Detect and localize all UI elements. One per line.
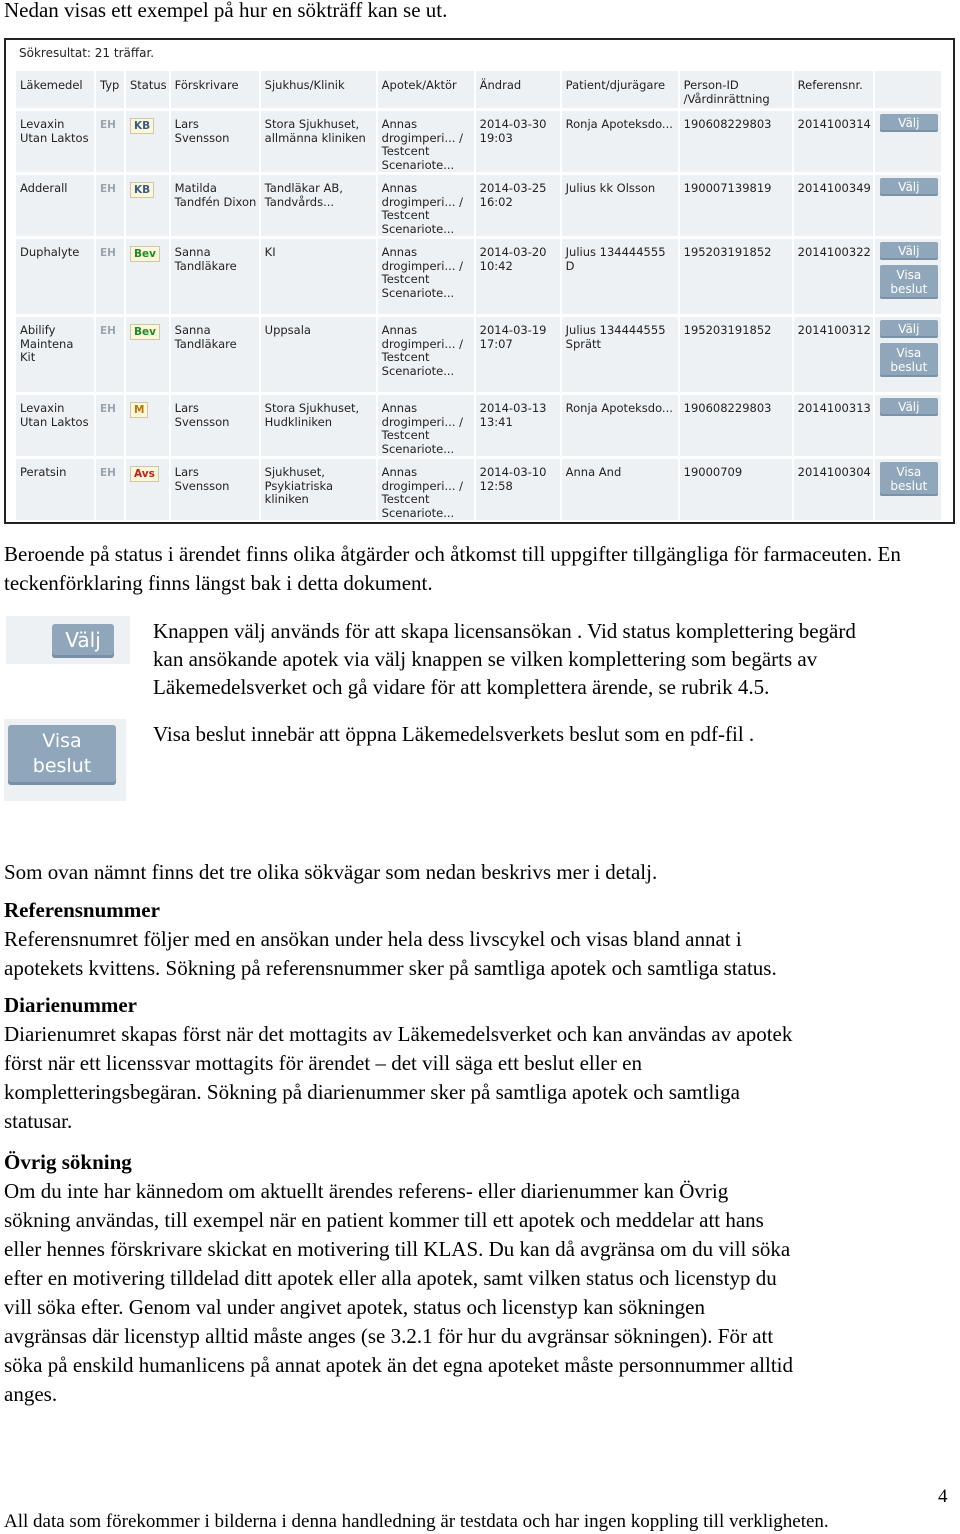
cell-status — [126, 317, 169, 395]
cell-andrad: 2014-03-10 12:58 — [476, 459, 560, 523]
table-row — [16, 317, 941, 395]
cell-sjukhus: Sjukhuset, Psykiatriska kliniken — [261, 459, 376, 523]
cell-forskrivare: Matilda Tandfén Dixon — [171, 175, 259, 239]
status-badge: KB — [130, 118, 154, 134]
cell-patient: Anna And — [562, 459, 678, 523]
section-heading-diarienummer: Diarienummer — [4, 993, 137, 1017]
section-line: söka på enskild humanlicens på annat apotek än det egna apoteket måste personnummer alltid — [4, 1353, 793, 1377]
section-line: kompletteringsbegäran. Sökning på diarienummer sker på samtliga apotek och samtliga — [4, 1080, 740, 1104]
cell-forskrivare: Sanna Tandläkare — [171, 317, 259, 395]
cell-apotek: Annas drogimperi... / Testcent Scenariote... — [378, 111, 474, 175]
column-header[interactable]: Ändrad — [476, 71, 560, 111]
visa-beslut-button[interactable]: Visa beslut — [880, 265, 938, 299]
cell-andrad: 2014-03-19 17:07 — [476, 317, 560, 395]
valj-button[interactable]: Välj — [880, 178, 938, 196]
cell-sjukhus: Stora Sjukhuset, allmänna kliniken — [261, 111, 376, 175]
cell-typ — [96, 175, 124, 239]
cell-status — [126, 239, 169, 317]
column-header[interactable]: Status — [126, 71, 169, 111]
cell-personid: 19000709 — [680, 459, 792, 523]
cell-sjukhus: Stora Sjukhuset, Hudkliniken — [261, 395, 376, 459]
status-badge: M — [130, 402, 148, 418]
valj-button[interactable]: Välj — [880, 242, 938, 260]
column-header — [875, 71, 941, 111]
section-line: eller hennes förskrivare skickat en motivering till KLAS. Du kan då avgränsa om du vill söka — [4, 1237, 791, 1261]
cell-status — [126, 111, 169, 175]
section-line: Om du inte har kännedom om aktuellt ärendes referens- eller diarienummer kan Övrig — [4, 1179, 729, 1203]
section-heading-ovrig-sokning: Övrig sökning — [4, 1150, 132, 1174]
cell-apotek: Annas drogimperi... / Testcent Scenariote... — [378, 175, 474, 239]
cell-lakemedel: Duphalyte — [16, 239, 94, 317]
type-label: EH — [100, 247, 116, 259]
status-badge: Bev — [130, 246, 160, 262]
cell-typ — [96, 395, 124, 459]
cell-lakemedel: Abilify Maintena Kit — [16, 317, 94, 395]
cell-ref: 2014100304 — [794, 459, 873, 523]
intro-text: Nedan visas ett exempel på hur en sökträff kan se ut. — [4, 0, 448, 22]
results-table — [14, 71, 943, 523]
table-row — [16, 111, 941, 175]
section-line: Referensnumret följer med en ansökan under hela dess livscykel och visas bland annat i — [4, 927, 742, 951]
visa-beslut-example-box — [4, 719, 126, 801]
section-line: efter en motivering tilldelad ditt apotek eller alla apotek, samt vilken status och licenstyp du — [4, 1266, 777, 1290]
cell-actions — [875, 175, 941, 239]
type-label: EH — [100, 403, 116, 415]
cell-personid: 190608229803 — [680, 395, 792, 459]
table-row — [16, 395, 941, 459]
valj-example-button[interactable]: Välj — [52, 624, 114, 658]
column-header[interactable]: Typ — [96, 71, 124, 111]
search-results-screenshot — [4, 38, 955, 524]
cell-ref: 2014100312 — [794, 317, 873, 395]
cell-ref: 2014100314 — [794, 111, 873, 175]
type-label: EH — [100, 325, 116, 337]
visa-beslut-button[interactable]: Visa beslut — [880, 462, 938, 496]
cell-patient: Ronja Apoteksdo... — [562, 111, 678, 175]
cell-typ — [96, 111, 124, 175]
cell-andrad: 2014-03-20 10:42 — [476, 239, 560, 317]
cell-apotek: Annas drogimperi... / Testcent Scenariote... — [378, 395, 474, 459]
section-line: Diarienumret skapas först när det mottagits av Läkemedelsverket och kan användas av apotek — [4, 1022, 793, 1046]
cell-personid: 190608229803 — [680, 111, 792, 175]
cell-forskrivare: Sanna Tandläkare — [171, 239, 259, 317]
column-header[interactable]: Sjukhus/Klinik — [261, 71, 376, 111]
table-row — [16, 459, 941, 523]
cell-typ — [96, 459, 124, 523]
valj-button[interactable]: Välj — [880, 320, 938, 338]
valj-description-line-2: kan ansökande apotek via välj knappen se vilken komplettering som begärts av — [153, 647, 818, 671]
type-label: EH — [100, 467, 116, 479]
visa-beslut-button[interactable]: Visa beslut — [880, 343, 938, 377]
cell-actions — [875, 111, 941, 175]
cell-lakemedel: Adderall — [16, 175, 94, 239]
section-line: först när ett licenssvar mottagits för ärendet – det vill säga ett beslut eller en — [4, 1051, 642, 1075]
cell-ref: 2014100322 — [794, 239, 873, 317]
cell-patient: Julius 134444555 Sprätt — [562, 317, 678, 395]
section-line: apotekets kvittens. Sökning på referensnummer sker på samtliga apotek och samtliga status. — [4, 956, 777, 980]
visa-beslut-example-button[interactable] — [8, 725, 116, 785]
valj-button[interactable]: Välj — [880, 114, 938, 132]
cell-personid: 190007139819 — [680, 175, 792, 239]
section-line: statusar. — [4, 1109, 73, 1133]
cell-status — [126, 459, 169, 523]
footer-note: All data som förekommer i bilderna i denna handledning är testdata och har ingen koppling till verkligheten. — [4, 1511, 829, 1532]
cell-apotek: Annas drogimperi... / Testcent Scenariote... — [378, 317, 474, 395]
status-badge: Avs — [130, 466, 159, 482]
column-header[interactable]: Förskrivare — [171, 71, 259, 111]
cell-actions — [875, 459, 941, 523]
column-header[interactable]: Referensnr. — [794, 71, 873, 111]
valj-description-line-3: Läkemedelsverket och gå vidare för att komplettera ärende, se rubrik 4.5. — [153, 675, 770, 699]
column-header[interactable]: Person-ID /Vårdinrättning — [680, 71, 792, 111]
section-line: avgränsas där licenstyp alltid måste anges (se 3.2.1 för hur du avgränsar sökningen). För att — [4, 1324, 774, 1348]
valj-example-box — [6, 616, 130, 664]
cell-forskrivare: Lars Svensson — [171, 459, 259, 523]
search-paths-intro: Som ovan nämnt finns det tre olika sökvägar som nedan beskrivs mer i detalj. — [4, 860, 658, 884]
type-label: EH — [100, 119, 116, 131]
section-line: sökning användas, till exempel när en patient kommer till ett apotek och meddelar att hans — [4, 1208, 764, 1232]
cell-apotek: Annas drogimperi... / Testcent Scenariote... — [378, 239, 474, 317]
valj-description-line-1: Knappen välj används för att skapa licensansökan . Vid status komplettering begärd — [153, 619, 856, 643]
cell-typ — [96, 317, 124, 395]
cell-actions — [875, 395, 941, 459]
cell-ref: 2014100313 — [794, 395, 873, 459]
status-paragraph: Beroende på status i ärendet finns olika åtgärder och åtkomst till uppgifter tillgängliga för farmaceuten. En teckenförklaring finns längst bak i detta dokument. — [4, 542, 901, 595]
section-line: anges. — [4, 1382, 58, 1406]
status-badge: KB — [130, 182, 154, 198]
cell-sjukhus: Uppsala — [261, 317, 376, 395]
table-header-row — [16, 71, 941, 111]
cell-typ — [96, 239, 124, 317]
visa-beslut-example-label: Visa beslut — [32, 730, 92, 777]
section-heading-referensnummer: Referensnummer — [4, 898, 160, 922]
page-number: 4 — [938, 1486, 948, 1507]
table-row — [16, 239, 941, 317]
cell-actions — [875, 317, 941, 395]
cell-forskrivare: Lars Svensson — [171, 111, 259, 175]
column-header[interactable]: Läkemedel — [16, 71, 94, 111]
cell-status — [126, 175, 169, 239]
results-count-title: Sökresultat: 21 träffar. — [19, 46, 155, 60]
cell-andrad: 2014-03-13 13:41 — [476, 395, 560, 459]
visa-beslut-description: Visa beslut innebär att öppna Läkemedelsverkets beslut som en pdf-fil . — [153, 722, 755, 746]
cell-status — [126, 395, 169, 459]
column-header[interactable]: Apotek/Aktör — [378, 71, 474, 111]
cell-personid: 195203191852 — [680, 239, 792, 317]
cell-patient: Julius 134444555 D — [562, 239, 678, 317]
cell-patient: Julius kk Olsson — [562, 175, 678, 239]
cell-lakemedel: Levaxin Utan Laktos — [16, 395, 94, 459]
cell-sjukhus: Tandläkar AB, Tandvårds... — [261, 175, 376, 239]
cell-ref: 2014100349 — [794, 175, 873, 239]
cell-apotek: Annas drogimperi... / Testcent Scenariote... — [378, 459, 474, 523]
cell-forskrivare: Lars Svensson — [171, 395, 259, 459]
table-row — [16, 175, 941, 239]
cell-actions — [875, 239, 941, 317]
cell-andrad: 2014-03-30 19:03 — [476, 111, 560, 175]
cell-lakemedel: Levaxin Utan Laktos — [16, 111, 94, 175]
cell-andrad: 2014-03-25 16:02 — [476, 175, 560, 239]
column-header[interactable]: Patient/djurägare — [562, 71, 678, 111]
cell-lakemedel: Peratsin — [16, 459, 94, 523]
cell-patient: Ronja Apoteksdo... — [562, 395, 678, 459]
cell-sjukhus: KI — [261, 239, 376, 317]
section-line: vill söka efter. Genom val under angivet apotek, status och licenstyp kan sökningen — [4, 1295, 705, 1319]
valj-button[interactable]: Välj — [880, 398, 938, 416]
status-badge: Bev — [130, 324, 160, 340]
cell-personid: 195203191852 — [680, 317, 792, 395]
type-label: EH — [100, 183, 116, 195]
